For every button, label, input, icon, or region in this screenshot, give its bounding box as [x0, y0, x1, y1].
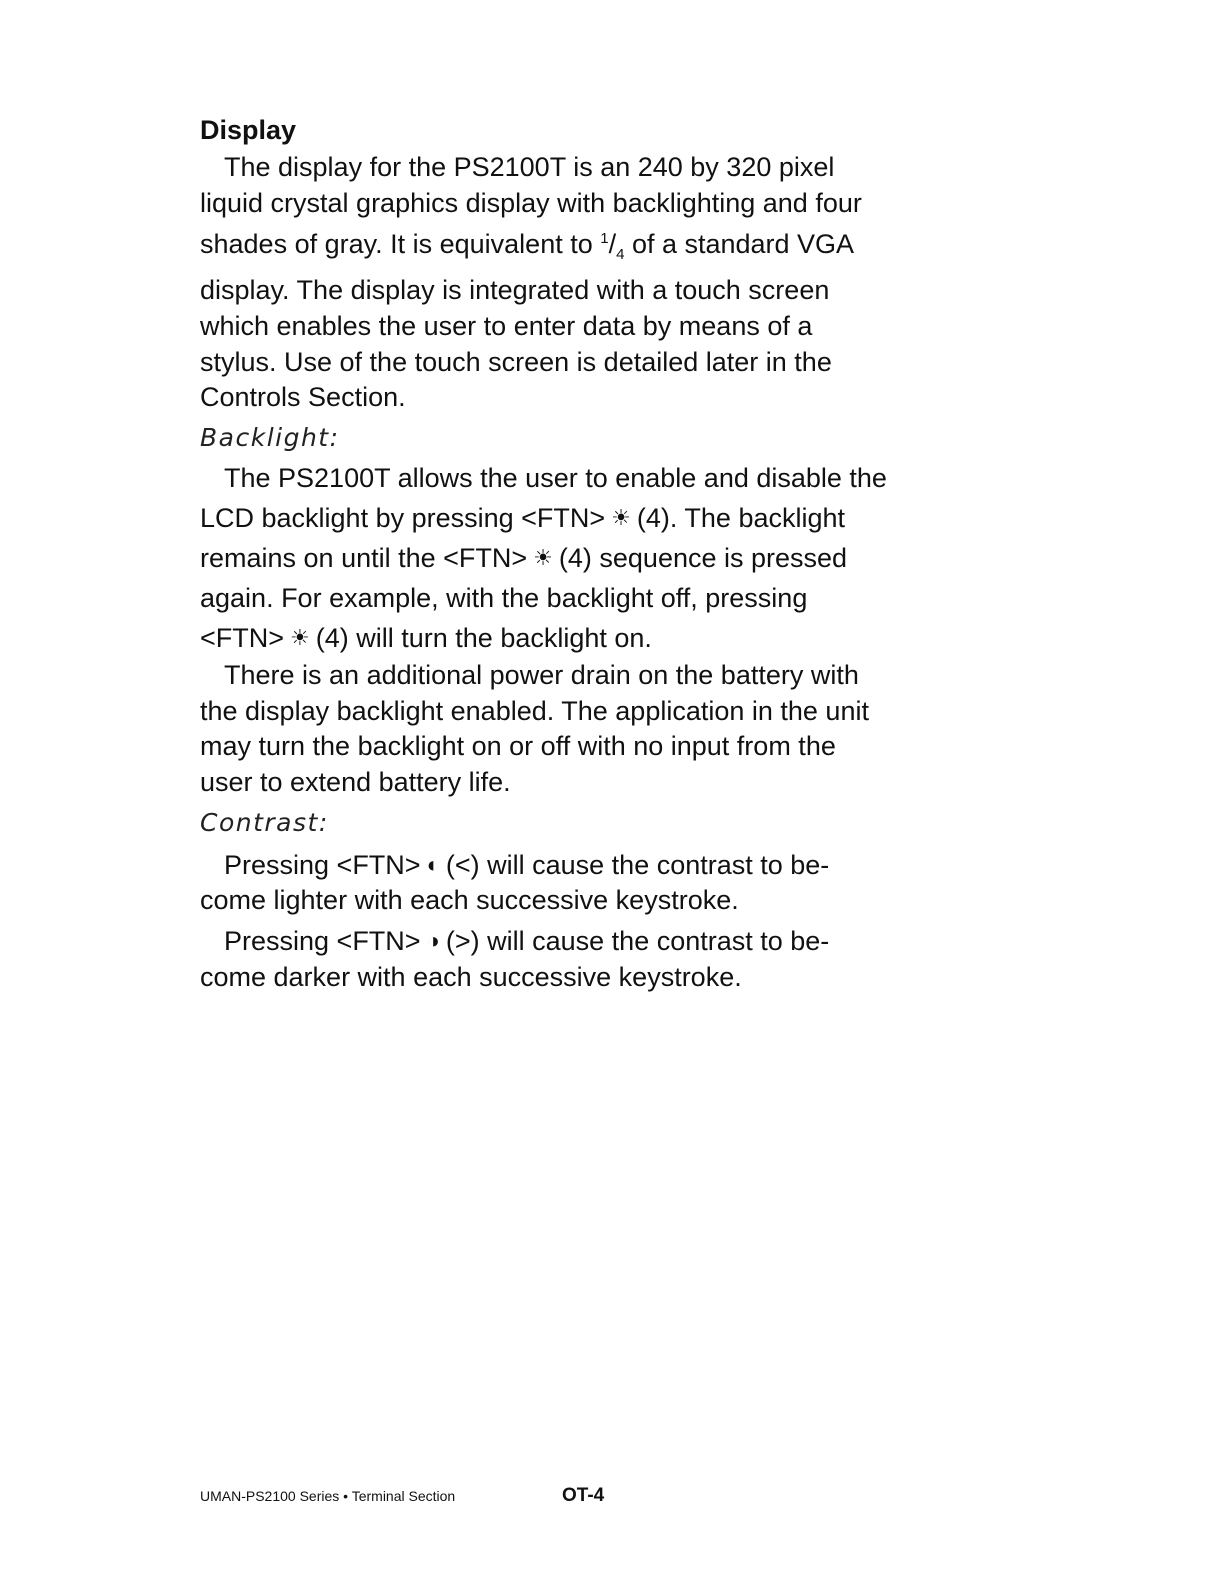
backlight-sun-icon: ☀ [533, 544, 553, 570]
text-line: shades of gray. It is equivalent to [200, 229, 601, 260]
section-heading: Display [200, 115, 297, 145]
backlight-paragraph: The PS2100T allows the user to enable and disable the LCD backlight by pressing <FTN> ☀ (4). The backlight remains on until the <FTN> ☀ (4) sequence is pressed again. For example, with the backlight off, pressing <FTN> ☀ (4) will turn the backlight on. [200, 458, 1000, 658]
text-line: The display for the PS2100T is an 240 by 320 pixel [224, 152, 835, 182]
text-line: which enables the user to enter data by means of a [200, 310, 813, 341]
footer-document-title: UMAN-PS2100 Series • Terminal Section [200, 1488, 456, 1504]
text-line: again. For example, with the backlight off, pressing [200, 582, 808, 613]
text-line: may turn the backlight on or off with no input from the [200, 731, 836, 762]
contrast-lighter-paragraph: Pressing <FTN> ◐ (<) will cause the contrast to be- come lighter with each successive keystroke. [200, 847, 1000, 919]
backlight-subheading: Backlight: [200, 422, 340, 452]
text-line: liquid crystal graphics display with backlighting and four [200, 187, 862, 218]
contrast-darker-paragraph: Pressing <FTN> ◑ (>) will cause the contrast to be- come darker with each successive keystroke. [200, 923, 1000, 995]
contrast-subheading: Contrast: [200, 807, 329, 837]
text-line: There is an additional power drain on the battery with [224, 659, 859, 690]
contrast-darker-icon: ◑ [426, 928, 440, 954]
contrast-lighter-icon: ◐ [426, 851, 440, 877]
backlight-sun-icon: ☀ [290, 624, 310, 650]
text-line: come lighter with each successive keystroke. [200, 885, 739, 916]
text-line: come darker with each successive keystroke. [200, 961, 742, 992]
fraction-one-quarter: $^1/_4$ [600, 229, 625, 264]
page-footer [200, 1485, 800, 1512]
display-paragraph [200, 150, 1000, 416]
backlight-sun-icon: ☀ [611, 504, 631, 530]
text-line: of a standard VGA [624, 229, 855, 260]
text-line: display. The display is integrated with a touch screen [200, 275, 830, 306]
page-content [200, 110, 1000, 996]
text-line: The PS2100T allows the user to enable and disable the [224, 462, 887, 493]
text-line: stylus. Use of the touch screen is detailed later in the [200, 346, 832, 377]
power-drain-paragraph [200, 658, 1000, 801]
page-number: OT-4 [562, 1485, 605, 1506]
text-line: the display backlight enabled. The application in the unit [200, 695, 869, 726]
text-line: user to extend battery life. [200, 767, 511, 798]
text-line: Controls Section. [200, 382, 406, 413]
